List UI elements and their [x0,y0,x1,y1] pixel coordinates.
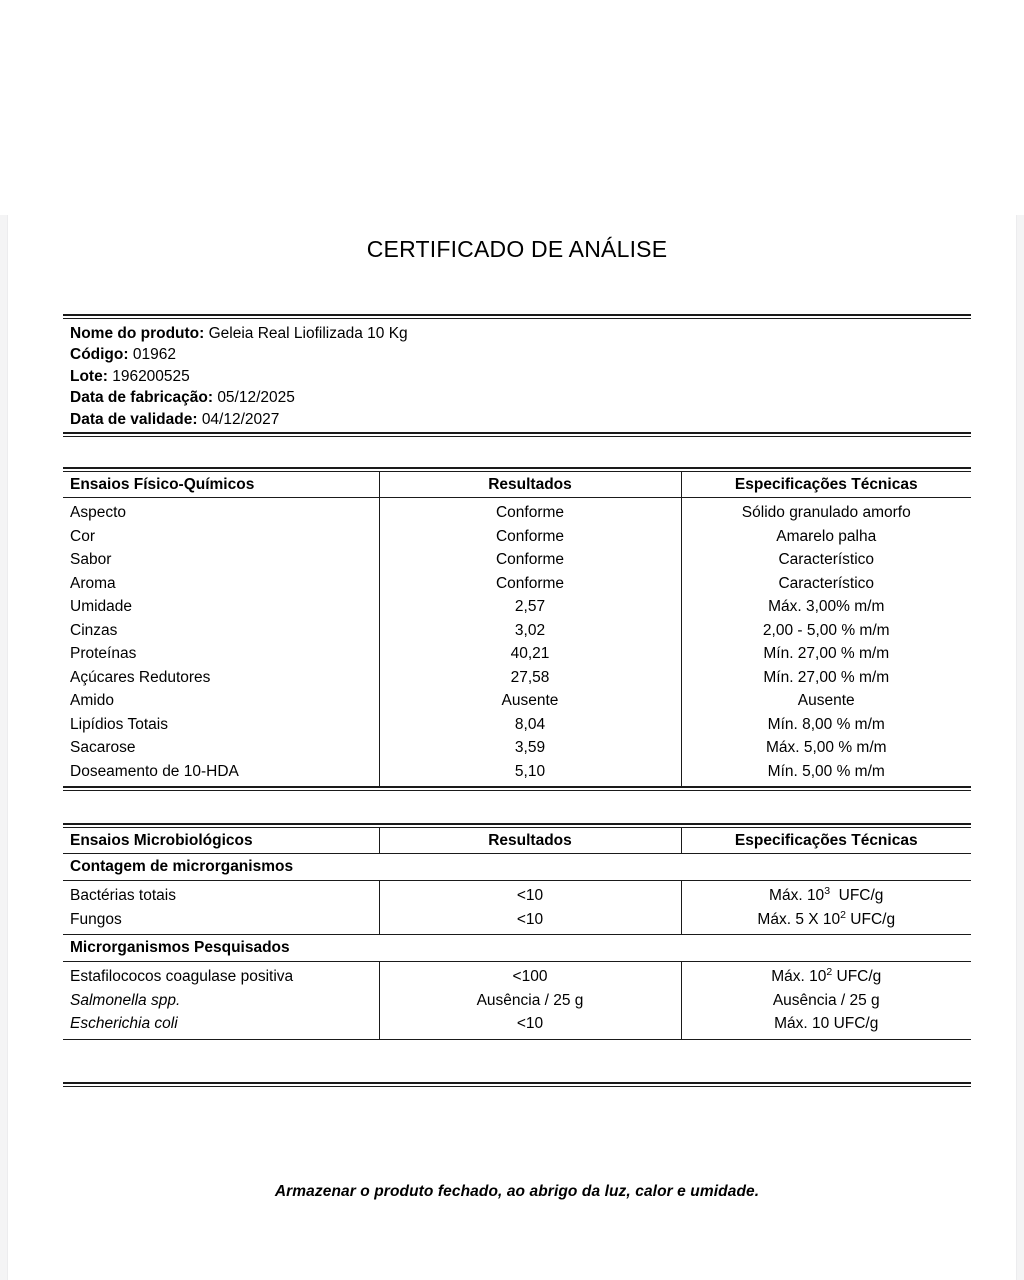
product-info-row [70,409,971,431]
cell-specification: Ausente [797,692,855,710]
cell-test-name: Amido [63,689,379,713]
table-row [63,619,971,643]
physico-chemical-table [63,472,971,786]
table-row [63,1012,971,1039]
closing-rule-group [63,1082,971,1087]
table-row [63,760,971,787]
cell-test-name: Fungos [63,908,379,935]
table-row [63,713,971,737]
table-row [63,525,971,549]
cell-specification: Mín. 27,00 % m/m [763,668,890,686]
cell-result: Conforme [379,498,681,525]
table-row [63,881,971,908]
column-header-test: Ensaios Microbiológicos [63,828,379,854]
cell-result: <10 [379,1012,681,1039]
spec-text: Máx. 10 [769,887,825,905]
cell-result: Ausente [379,689,681,713]
cell-test-name: Lipídios Totais [63,713,379,737]
column-header-test: Ensaios Físico-Químicos [63,472,379,498]
cell-specification [681,881,971,908]
page-gutter-left [0,215,7,1280]
table-row [63,736,971,760]
table-row [63,548,971,572]
spec-exponent: 2 [826,965,833,978]
cell-test-name: Aroma [63,572,379,596]
table-row [63,666,971,690]
cell-test-name: Aspecto [63,498,379,525]
product-info-label: Código: [70,346,129,364]
cell-test-name: Escherichia coli [63,1012,379,1039]
cell-result: <10 [379,881,681,908]
product-info-label: Lote: [70,367,108,385]
cell-specification: Sólido granulado amorfo [741,504,911,522]
cell-specification: Máx. 5,00 % m/m [765,739,887,757]
cell-test-name: Salmonella spp. [63,989,379,1013]
cell-test-name: Açúcares Redutores [63,666,379,690]
closing-rule [63,1082,971,1087]
cell-test-name: Cor [63,525,379,549]
table-header-row [63,472,971,498]
product-info-label: Data de validade: [70,410,198,428]
cell-specification: Mín. 27,00 % m/m [763,645,890,663]
spec-exponent: 2 [840,908,846,921]
product-info-value: 196200525 [112,367,190,385]
spec-unit: UFC/g [830,887,884,905]
storage-note: Armazenar o produto fechado, ao abrigo da luz, calor e umidade. [274,1183,760,1200]
cell-test-name: Sacarose [63,736,379,760]
table-group-row [63,935,971,962]
spec-text: Ausência / 25 g [772,991,880,1009]
spec-unit: UFC/g [832,968,882,986]
page-gutter-right [1017,215,1024,1280]
cell-result: Conforme [379,548,681,572]
product-info-label: Nome do produto: [70,324,205,342]
cell-result: 8,04 [379,713,681,737]
table-row [63,908,971,935]
spec-exponent: 3 [824,884,831,897]
product-info-block [63,314,971,438]
cell-result: <10 [379,908,681,935]
page-edge-right [1016,215,1017,1280]
cell-specification: Máx. 3,00% m/m [768,598,885,616]
product-info-value: 04/12/2027 [201,410,280,428]
cell-specification: Característico [778,574,875,592]
microbiological-section [63,823,971,1040]
physico-chemical-bottom-rule [63,786,971,791]
cell-result: 5,10 [379,760,681,787]
cell-result: 27,58 [379,666,681,690]
cell-specification: Característico [778,551,875,569]
table-row [63,595,971,619]
product-info-bottom-rule [63,432,971,437]
cell-result: 40,21 [379,642,681,666]
cell-result: <100 [379,962,681,989]
microbiological-bottom-rule [63,1039,971,1040]
product-info-row [70,387,971,409]
product-info-label: Data de fabricação: [70,389,213,407]
product-info-value: Geleia Real Liofilizada 10 Kg [208,324,408,342]
product-info-row [70,344,971,366]
cell-test-name: Sabor [63,548,379,572]
column-header-result: Resultados [379,828,681,854]
group-label: Contagem de microrganismos [63,854,971,881]
cell-test-name: Estafilococos coagulase positiva [63,962,379,989]
table-row [63,689,971,713]
column-header-spec: Especificações Técnicas [681,472,971,498]
cell-result: Ausência / 25 g [379,989,681,1013]
cell-specification: Mín. 8,00 % m/m [767,715,885,733]
spec-text: Máx. 10 UFC/g [774,1015,879,1033]
document-page [8,215,1016,1280]
document-content [63,215,971,1200]
table-row [63,572,971,596]
cell-test-name: Cinzas [63,619,379,643]
spec-unit: UFC/g [845,910,896,928]
spec-text: Máx. 5 X 10 [757,910,841,928]
cell-test-name: Doseamento de 10-HDA [63,760,379,787]
page-title: CERTIFICADO DE ANÁLISE [366,236,668,262]
cell-specification: 2,00 - 5,00 % m/m [762,621,890,639]
cell-specification [681,962,971,989]
spec-text: Máx. 10 [771,968,827,986]
cell-result: 2,57 [379,595,681,619]
group-label: Microrganismos Pesquisados [63,935,971,962]
table-row [63,498,971,525]
cell-specification [681,989,971,1013]
cell-specification: Mín. 5,00 % m/m [767,762,885,780]
cell-result: 3,02 [379,619,681,643]
cell-specification [681,1012,971,1039]
microbiological-table [63,828,971,1039]
cell-result: Conforme [379,572,681,596]
cell-specification [681,908,971,935]
column-header-spec: Especificações Técnicas [681,828,971,854]
column-header-result: Resultados [379,472,681,498]
cell-test-name: Proteínas [63,642,379,666]
product-info-value: 05/12/2025 [217,389,295,407]
table-group-row [63,854,971,881]
cell-result: 3,59 [379,736,681,760]
table-row [63,642,971,666]
product-info-row [70,366,971,388]
table-row [63,989,971,1013]
cell-specification: Amarelo palha [776,527,877,545]
physico-chemical-section [63,467,971,791]
cell-result: Conforme [379,525,681,549]
product-info-row [70,323,971,345]
table-header-row [63,828,971,854]
product-info-rows [63,319,971,433]
product-info-value: 01962 [132,346,176,364]
cell-test-name: Bactérias totais [63,881,379,908]
table-row [63,962,971,989]
cell-test-name: Umidade [63,595,379,619]
